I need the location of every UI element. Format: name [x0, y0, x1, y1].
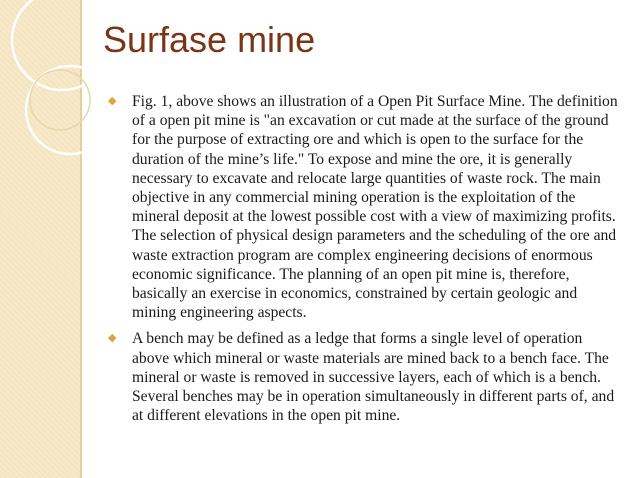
decorative-circle-inner [30, 70, 90, 130]
bullet-item [108, 92, 620, 322]
bullet-diamond-icon: ◆ [108, 332, 117, 345]
bullet-list [108, 92, 620, 432]
bullet-diamond-icon: ◆ [108, 95, 117, 107]
bullet-item [108, 329, 620, 425]
slide-title: Surfase mine [103, 19, 316, 60]
bullet-text-open-pit-definition: Fig. 1, above shows an illustration of a Open Pit Surface Mine. The definition of a open pit mine is "an excavation or cut made at the surface of the ground for the purpose of extracting ore and which is open to the surface for the duration of the mine’s life." To expose and mine the ore, it is generally necessary to excavate and relocate large quantities of waste rock. The main objective in any commercial mining operation is the exploitation of the mineral deposit at the lowest possible cost with a view of maximizing profits. The selection of physical design parameters and the scheduling of the ore and waste extraction program are complex engineering decisions of enormous economic significance. The planning of an open pit mine is, therefore, basically an exercise in economics, constrained by certain geologic and mining engineering aspects. [132, 93, 618, 322]
bullet-text-bench-definition: A bench may be defined as a ledge that forms a single level of operation above which mineral or waste materials are mined back to a bench face. The mineral or waste is removed in successive layers, each of which is a bench. Several benches may be in operation simultaneously in different parts of, and at different elevations in the open pit mine. [132, 330, 615, 425]
